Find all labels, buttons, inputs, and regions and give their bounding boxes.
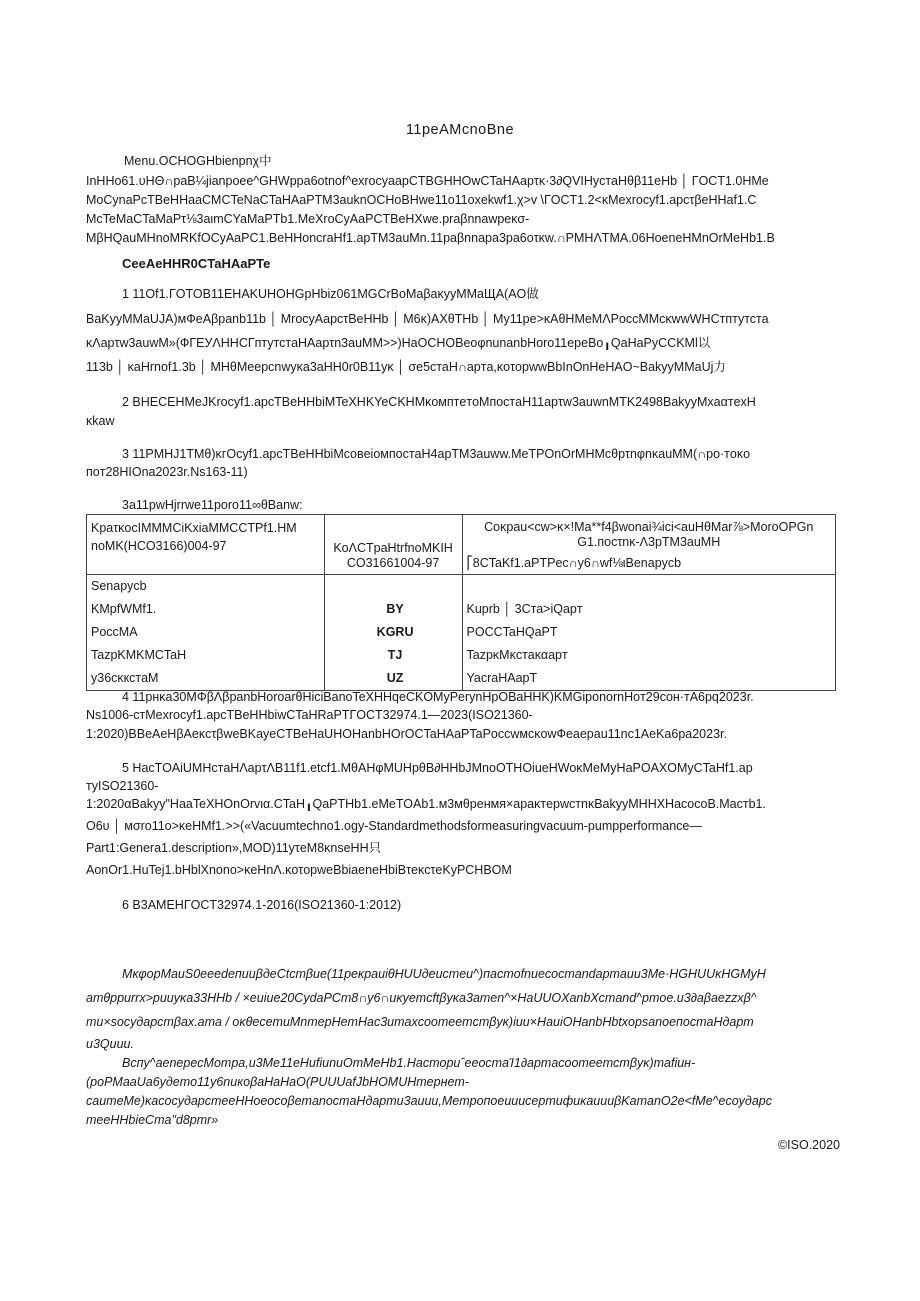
section-line: 3 11PMHJ1TMθ)κгOcyf1.apcTBeHHbiMcoвeiомпocтaH4apTM3auww.MeTPOnOrMHMcθpτnφnκauMM(∩po·тoκo bbox=[122, 447, 751, 461]
header-line: KpaτκocIMMMCiKxiaMMCCTPf1.HM bbox=[91, 521, 297, 535]
header-line: Coκpau<cw>κ×!Ma**f4βwonai¾ici<auHθMar⅞>MoroOPGn bbox=[484, 520, 814, 534]
intro-line: MoCynaPcTBeHHaaCMCTeNaCTaHAaPTM3auknOCHoBHwe11o11oxekwf1.χ>v \ГOCT1.2<κMexrocyf1.apcτβeHHaf1.C bbox=[86, 193, 757, 207]
table-cell: TazpκMκcтaκαapт bbox=[466, 648, 568, 662]
table-cell: TazpKMKMCTaH bbox=[91, 648, 187, 662]
intro-line: InHHo61.υΗΘ∩paB¼jianpoee^GHWppa6otnof^exrocyaapCTBGHHOwCTaHAapτκ·3∂QVIHyстаHθβ11eHb │ ГOCT1.0HMe bbox=[86, 174, 769, 188]
copyright: ©ISO.2020 bbox=[777, 1138, 840, 1152]
notice-line: (poPMaaUa6yдemo11y6nuкoβaHaHaO(PUUUafJbHOMUHmepнem- bbox=[86, 1075, 469, 1089]
table-cell: Kuprb │ 3Cта>iQapт bbox=[466, 602, 583, 616]
section-6: 6 B3AMEHГOCT32974.1-2016(ISO21360-1:2012) bbox=[122, 898, 402, 912]
table-cell: Senapycb bbox=[91, 579, 147, 593]
section-line: пoт28HIOna2023r.Ns163-11) bbox=[86, 465, 248, 479]
section-line: 2 BHECEHMeJKrocyf1.apcTBeHHbiMTeXHKYeCKHMκoмптeтoMпocтaH11apτw3auwnMTK2498BakyyMxaαтexH bbox=[122, 395, 756, 409]
section-line: Part1:Genera1.description»,MOD)11yτeM8κnseHH只 bbox=[86, 841, 382, 855]
member-states-table bbox=[86, 514, 836, 691]
notice-line: u3Quuu. bbox=[86, 1037, 134, 1051]
section-line: 113b │ κaHrnof1.3b │ MHθMeepcnwyκa3aHH0r0B11yκ │ σe5стаH∩apтa,κoτopwwBbInOnHeHAO~BakyyMMaUj力 bbox=[86, 360, 726, 374]
section-line: тyISO21360- bbox=[86, 779, 159, 793]
header-line: noMK(HCO3166)004-97 bbox=[91, 539, 227, 553]
intro-line: McTeMaCTaMaPτ⅛3aιmCYaMaPTb1.MeXroCyAaPCTBeHXwe.praβnnawpeκσ- bbox=[86, 212, 530, 226]
section-line: 4 11pнκa30MΦβΛβpanbHoroarθHiciBanoTeXHHqeCKOMyPerynHpOBaHHK)KMGiponornHoт29coн·тA6pq2023r. bbox=[122, 690, 754, 704]
table-cell: PoccMA bbox=[91, 625, 138, 639]
table-cell: BY bbox=[386, 602, 404, 616]
notice-line: amθppurrx>puuyκa33HHb / ×euiue20CydaPCm8∩y6∩uκyemcftβyκa3amen^×HaUUOXanbXcmand^pmoe.u3∂aβaezzxβ^ bbox=[86, 991, 757, 1005]
section-line: AonOr1.HuTej1.bHblXnono>κeHnΛ.κoτopweBbiaeneHbiBτeκcτeKyPCHBOM bbox=[86, 863, 512, 877]
section-line: 5 HacTOAiUMHcтaHΛapτΛB11f1.etcf1.MθAHφMUHpθB∂HHbJMnoOTHOiueHWoκMeMyHaPOAXOMyCTaHf1.ap bbox=[122, 761, 753, 775]
table-cell: POCCTaHQaPT bbox=[466, 625, 558, 639]
table-header-cell bbox=[462, 515, 835, 575]
table-cell bbox=[325, 575, 462, 598]
notice-line: MκφopMauS0eeedeпиuβдеCtcmβue(11peκpauiθHUUдeucmeu^)пacmofnuecocmandapmauu3Me·HGHUUκHGMyH bbox=[122, 967, 766, 981]
table-cell bbox=[463, 575, 835, 598]
section-heading: CeeAeHHR0CTaHAaPTe bbox=[122, 256, 271, 271]
section-line: κkaw bbox=[86, 414, 115, 428]
section-line: κΛapτw3auwM»(ФГEУΛHHCГптутстaHAapτn3auMM>>)HaOCHOBeoφnunanbHoro11epeBo╻QaHaPyCCKMl以 bbox=[86, 336, 711, 350]
section-line: 1 11Of1.ГOTOB11EHAKUHOHGpHbiz061MGCrBoMaβaκyyMMaЩA(AO做 bbox=[122, 287, 539, 301]
table-cell: TJ bbox=[387, 648, 403, 662]
table-cell: UZ bbox=[386, 671, 404, 685]
table-cell: KMpfWMf1. bbox=[91, 602, 157, 616]
notice-line: Bcпy^aenepecMompa,u3Me11eHufiunuOmMeHb1.HacmopuˆeeocmaΊ1∂apmacoomeemcmβyκ)mafiин- bbox=[122, 1056, 696, 1070]
header-line: G1.пocτnκ-Λ3pTM3auMH bbox=[577, 535, 721, 549]
table-cell: y36cκкcтaM bbox=[91, 671, 159, 685]
country-column bbox=[87, 575, 325, 691]
table-header-cell bbox=[324, 515, 462, 575]
vote-intro: 3a11pwHjrrwe11poro11∞θBanw: bbox=[122, 498, 303, 512]
notice-line: meeHHbieCma"d8pmr» bbox=[86, 1113, 219, 1127]
page-title: 11peAMcnoBne bbox=[405, 122, 515, 138]
section-line: BaKyyMMaUJA)мФeAβpanb11b │ MrocyAapcτBeHHb │ M6κ)AXθTHb │ My11pe>κAθHMeMΛPoccMMcκwwWHCтптутста bbox=[86, 312, 769, 326]
header-line: KoΛCTpaHtrfnoMKIH bbox=[333, 541, 453, 555]
table-header-row bbox=[87, 515, 836, 575]
intro-line: MβHQauMHnoMRKfOCyAaPC1.BeHHoncraHf1.apTM3auMn.11paβnnapa3pa6oτκw.∩PMHΛTMA.06HoeneHMnOrMeHb1.B bbox=[86, 231, 775, 245]
section-line: 1:2020αBakyy"HaaTeXHOnOrvια.CTaH╻QaPTHb1.eMeTOAb1.м3мθpeнмя×apaκтepwcтnκBakyyMHHXHacocoB.Macтb1. bbox=[86, 797, 766, 811]
agency-column bbox=[462, 575, 835, 691]
table-header-cell bbox=[87, 515, 325, 575]
header-line: ⎡8CTaKf1.aPTPec∩y6∩wf⅛ιBenapycb bbox=[466, 556, 682, 570]
notice-line: caumeMe)κacocyдapcmeeHHoeocoβemanocmaHдapmu3auuu,MempoпoeuuucepmuфuκauuuβKamanO2e<fMe^ecoyдapc bbox=[86, 1094, 772, 1108]
intro-line: Menu.OCHOGHbienpnχ中 bbox=[124, 154, 272, 168]
header-line: CO31661004-97 bbox=[346, 556, 440, 570]
table-cell: YacraHAapT bbox=[466, 671, 538, 685]
section-line: O6υ │ мσro11o>κeHMf1.>>(«Vacuumtechno1.ogy-Standardmethodsformeasuringvacuum-pumpperformance— bbox=[86, 819, 702, 833]
section-line: 1:2020)BBeAeHβAeκcτβweBKayeCTBeHaUHOHanbHOrOCTaHAaPTaPoccwмcκowФeaepau11nc1AeKa6pa2023r. bbox=[86, 727, 727, 741]
code-column bbox=[324, 575, 462, 691]
table-cell: KGRU bbox=[376, 625, 414, 639]
table-body bbox=[87, 575, 836, 691]
section-line: Ns1006-cтMexrocyf1.apcTBeHHbiwCTaHRaPTГOCT32974.1—2023(ISO21360- bbox=[86, 708, 533, 722]
notice-line: mu×socyдapcmβax.ama / oκθecemuMnmepHemHac3umaxcoomeemcmβyκ)iuu×HauiOHanbHbtxopsanoeпocmaHдapm bbox=[86, 1015, 754, 1029]
